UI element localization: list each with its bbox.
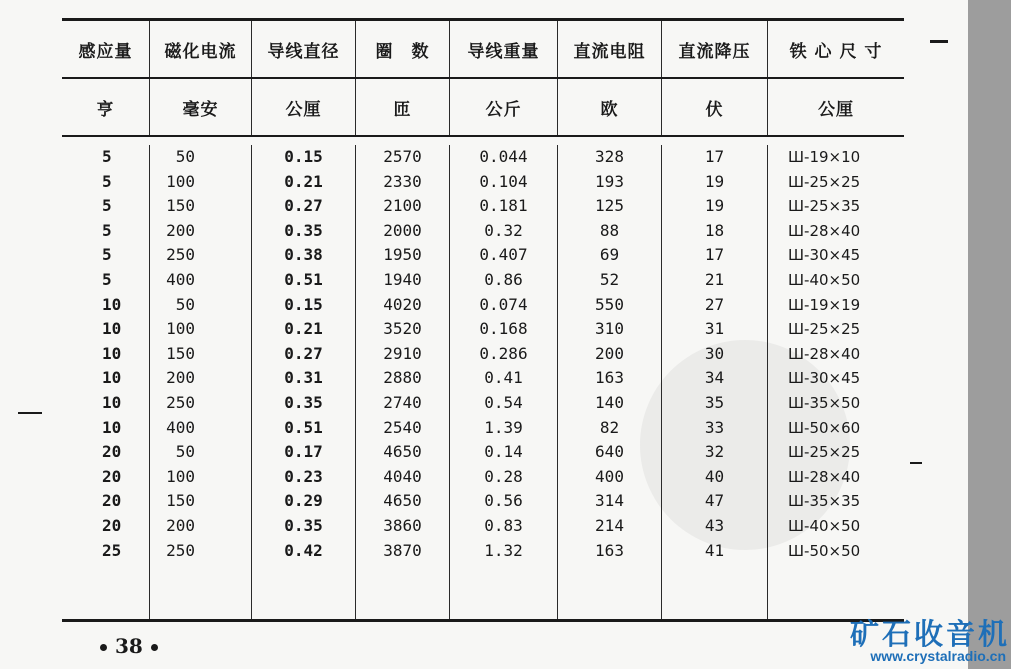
column-magnetizing-current	[150, 145, 252, 619]
unit-volt: 伏	[662, 79, 768, 135]
table-cell: 21	[704, 269, 725, 289]
table-cell: 250	[166, 540, 195, 560]
table-cell: 0.28	[484, 466, 523, 486]
table-cell: 0.27	[284, 196, 323, 216]
table-cell: 5	[102, 269, 112, 289]
page-number: 38	[92, 634, 166, 658]
unit-turns: 匝	[356, 79, 450, 135]
table-cell: 0.51	[284, 417, 323, 437]
table-cell: Ш-25×25	[788, 443, 861, 462]
table-cell: Ш-25×35	[788, 197, 861, 216]
table-cell: 550	[595, 294, 624, 314]
table-cell: 2000	[383, 220, 422, 240]
bullet-dot	[151, 644, 158, 651]
table-cell: 0.29	[284, 491, 323, 511]
header-turns: 圈 数	[356, 21, 450, 77]
column-wire-weight	[450, 145, 558, 619]
header-wire-diameter: 导线直径	[252, 21, 356, 77]
table-cell: Ш-35×50	[788, 393, 861, 412]
table-cell: 4020	[383, 294, 422, 314]
table-cell: 19	[704, 196, 725, 216]
table-cell: 0.168	[479, 319, 528, 339]
unit-row	[62, 79, 904, 137]
unit-millimeter: 公厘	[252, 79, 356, 135]
table-cell: 31	[704, 319, 725, 339]
table-cell: 250	[166, 245, 195, 265]
table-cell: 0.181	[479, 196, 528, 216]
table-cell: 200	[166, 515, 195, 535]
table-cell: 1940	[383, 269, 422, 289]
table-cell: 0.32	[484, 220, 523, 240]
table-cell: 0.35	[284, 392, 323, 412]
table-cell: 2330	[383, 171, 422, 191]
table-cell: 214	[595, 515, 624, 535]
table-body	[62, 137, 904, 619]
table-cell: Ш-40×50	[788, 270, 861, 289]
table-cell: 0.35	[284, 220, 323, 240]
table-cell: 140	[595, 392, 624, 412]
table-cell: Ш-25×25	[788, 172, 861, 191]
table-cell: 200	[166, 368, 195, 388]
table-cell: 33	[704, 417, 725, 437]
table-cell: 0.044	[479, 147, 528, 166]
table-cell: 0.56	[484, 491, 523, 511]
table-cell: 100	[166, 466, 195, 486]
table-cell: Ш-40×50	[788, 516, 861, 535]
table-cell: 10	[102, 417, 122, 437]
table-cell: Ш-28×40	[788, 221, 861, 240]
table-cell: 0.38	[284, 245, 323, 265]
table-cell: 400	[166, 417, 195, 437]
table-cell: 18	[704, 220, 725, 240]
table-cell: 0.42	[284, 540, 323, 560]
table-cell: 69	[599, 245, 620, 265]
table-cell: 0.407	[479, 245, 528, 265]
header-dc-resistance: 直流电阻	[558, 21, 662, 77]
table-cell: 310	[595, 319, 624, 339]
table-cell: 163	[595, 540, 624, 560]
table-cell: 50	[175, 147, 195, 166]
table-cell: 314	[595, 491, 624, 511]
table-cell: 10	[102, 319, 122, 339]
table-cell: 125	[595, 196, 624, 216]
table-cell: 0.23	[284, 466, 323, 486]
table-cell: 5	[102, 147, 112, 166]
header-core-size: 铁 心 尺 寸	[789, 41, 883, 62]
unit-ohm: 欧	[558, 79, 662, 135]
table-cell: 0.15	[284, 294, 323, 314]
table-cell: 0.31	[284, 368, 323, 388]
table-cell: 32	[704, 442, 725, 462]
table-cell: 5	[102, 196, 112, 216]
table-cell: 1.32	[484, 540, 523, 560]
table-cell: 0.15	[284, 147, 323, 166]
scan-mark	[910, 462, 922, 464]
unit-milliamp: 毫安	[150, 79, 252, 135]
table-cell: 328	[595, 147, 624, 166]
table-cell: 2910	[383, 343, 422, 363]
column-dc-resistance	[558, 145, 662, 619]
table-cell: 640	[595, 442, 624, 462]
table-cell: 150	[166, 196, 195, 216]
table-cell: 10	[102, 368, 122, 388]
table-cell: Ш-25×25	[788, 320, 861, 339]
table-cell: 27	[704, 294, 725, 314]
table-cell: 20	[102, 466, 122, 486]
table-cell: 30	[704, 343, 725, 363]
table-cell: Ш-19×19	[788, 295, 861, 314]
table-cell: Ш-30×45	[788, 246, 861, 265]
header-dc-voltage-drop: 直流降压	[662, 21, 768, 77]
table-cell: Ш-28×40	[788, 344, 861, 363]
table-cell: 1.39	[484, 417, 523, 437]
table-cell: 10	[102, 392, 122, 412]
table-cell: Ш-35×35	[788, 492, 861, 511]
table-cell: 41	[704, 540, 725, 560]
table-cell: Ш-50×60	[788, 418, 861, 437]
table-cell: 5	[102, 245, 112, 265]
table-cell: 17	[704, 245, 725, 265]
table-cell: 50	[175, 294, 195, 314]
header-magnetizing-current: 磁化电流	[150, 21, 252, 77]
table-cell: 25	[102, 540, 122, 560]
table-cell: 400	[166, 269, 195, 289]
table-cell: 3520	[383, 319, 422, 339]
table-cell: 3870	[383, 540, 422, 560]
table-cell: Ш-50×50	[788, 541, 861, 560]
column-wire-diameter	[252, 145, 356, 619]
scan-edge-bar	[968, 0, 1011, 669]
table-cell: 200	[595, 343, 624, 363]
table-cell: 50	[175, 442, 195, 462]
table-cell: 0.17	[284, 442, 323, 462]
table-cell: 34	[704, 368, 725, 388]
table-cell: 150	[166, 491, 195, 511]
table-cell: 3860	[383, 515, 422, 535]
table-cell: 10	[102, 343, 122, 363]
table-cell: 35	[704, 392, 725, 412]
table-cell: 0.21	[284, 171, 323, 191]
table-cell: 2880	[383, 368, 422, 388]
table-cell: Ш-19×10	[788, 148, 861, 166]
table-cell: 2540	[383, 417, 422, 437]
table-cell: 200	[166, 220, 195, 240]
unit-kilogram: 公斤	[450, 79, 558, 135]
table-cell: 88	[599, 220, 620, 240]
table-cell: 47	[704, 491, 725, 511]
table-cell: 2570	[383, 147, 422, 166]
table-cell: 0.21	[284, 319, 323, 339]
table-cell: 1950	[383, 245, 422, 265]
table-cell: 5	[102, 220, 112, 240]
table-cell: 5	[102, 171, 112, 191]
choke-specification-table	[62, 18, 904, 622]
table-cell: 0.83	[484, 515, 523, 535]
header-row	[62, 21, 904, 79]
column-inductance	[62, 145, 150, 619]
column-core-size	[768, 145, 904, 619]
header-wire-weight: 导线重量	[450, 21, 558, 77]
scan-mark	[18, 412, 42, 414]
table-cell: 163	[595, 368, 624, 388]
table-cell: 4650	[383, 491, 422, 511]
table-cell: 2740	[383, 392, 422, 412]
watermark-url: www.crystalradio.cn	[870, 648, 1006, 664]
table-cell: 4040	[383, 466, 422, 486]
table-cell: 0.074	[479, 294, 528, 314]
table-cell: Ш-28×40	[788, 467, 861, 486]
column-dc-voltage-drop	[662, 145, 768, 619]
column-turns	[356, 145, 450, 619]
table-cell: 2100	[383, 196, 422, 216]
bullet-dot	[100, 644, 107, 651]
table-cell: 19	[704, 171, 725, 191]
unit-henry: 亨	[62, 79, 150, 135]
table-cell: 10	[102, 294, 122, 314]
table-cell: 150	[166, 343, 195, 363]
table-cell: 17	[704, 147, 725, 166]
header-inductance: 感应量	[62, 21, 150, 77]
table-cell: 0.286	[479, 343, 528, 363]
table-cell: 40	[704, 466, 725, 486]
table-cell: 0.35	[284, 515, 323, 535]
watermark-site-name: 矿石收音机	[849, 617, 1010, 651]
table-cell: 0.27	[284, 343, 323, 363]
table-cell: 0.54	[484, 392, 523, 412]
table-cell: 0.51	[284, 269, 323, 289]
table-cell: 20	[102, 515, 122, 535]
table-cell: 43	[704, 515, 725, 535]
table-cell: 0.86	[484, 269, 523, 289]
table-cell: 0.104	[479, 171, 528, 191]
table-cell: 20	[102, 442, 122, 462]
table-cell: 82	[599, 417, 620, 437]
table-cell: 400	[595, 466, 624, 486]
scan-mark	[930, 40, 948, 43]
table-cell: 250	[166, 392, 195, 412]
table-cell: 20	[102, 491, 122, 511]
unit-core-millimeter: 公厘	[818, 99, 854, 120]
table-cell: 193	[595, 171, 624, 191]
table-cell: 100	[166, 171, 195, 191]
table-cell: 0.41	[484, 368, 523, 388]
table-cell: 0.14	[484, 442, 523, 462]
table-cell: 4650	[383, 442, 422, 462]
table-cell: Ш-30×45	[788, 369, 861, 388]
table-cell: 52	[599, 269, 620, 289]
table-cell: 100	[166, 319, 195, 339]
